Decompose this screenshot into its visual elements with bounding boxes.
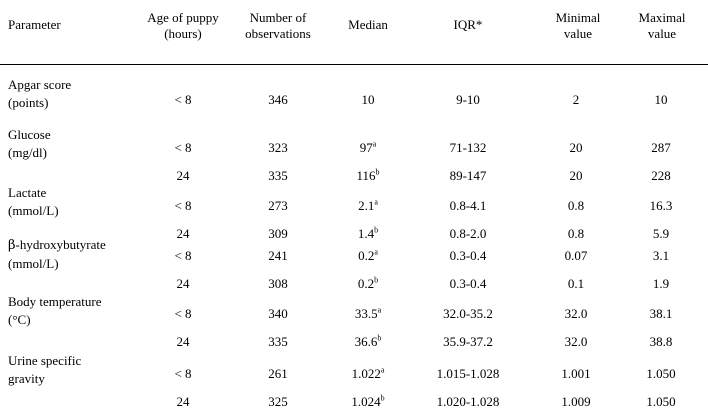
age-cell: < 8 xyxy=(174,248,192,263)
max-value-cell: 10 xyxy=(654,92,668,107)
header-minimal-value: Minimal value xyxy=(555,10,601,41)
significance-superscript: a xyxy=(374,197,378,207)
iqr-cell: 32.0-35.2 xyxy=(443,306,493,321)
min-value-cell: 1.001 xyxy=(561,366,591,381)
significance-superscript: a xyxy=(372,139,377,149)
observations-cell: 308 xyxy=(268,276,288,291)
age-cell: < 8 xyxy=(174,92,192,107)
iqr-cell: 35.9-37.2 xyxy=(443,334,493,349)
max-value-cell: 1.050 xyxy=(646,366,676,381)
parameter-name: Body temperature (°C) xyxy=(8,294,102,327)
min-value-cell: 32.0 xyxy=(564,334,588,349)
observations-cell: 335 xyxy=(268,334,288,349)
age-cell: < 8 xyxy=(174,366,192,381)
median-cell: 10 xyxy=(361,92,375,107)
observations-cell: 346 xyxy=(268,92,288,107)
min-value-cell: 0.07 xyxy=(564,248,588,263)
min-value-cell: 2 xyxy=(572,92,580,107)
min-value-cell: 0.8 xyxy=(567,226,585,241)
min-value-cell: 0.1 xyxy=(567,276,585,291)
age-cell: 24 xyxy=(176,394,190,409)
header-rule xyxy=(0,64,708,65)
min-value-cell: 1.009 xyxy=(561,394,591,409)
median-cell: 1.022$^a$ xyxy=(351,365,385,381)
iqr-cell: 71-132 xyxy=(449,140,487,155)
iqr-cell: 89-147 xyxy=(449,168,487,183)
min-value-cell: 0.8 xyxy=(567,198,585,213)
iqr-cell: 9-10 xyxy=(456,92,480,107)
parameter-name: Urine specific gravity xyxy=(8,353,82,386)
significance-superscript: a xyxy=(377,305,382,315)
age-cell: 24 xyxy=(176,226,190,241)
iqr-cell: 0.3-0.4 xyxy=(449,276,487,291)
header-parameter: Parameter xyxy=(8,17,61,32)
age-cell: < 8 xyxy=(174,306,192,321)
age-cell: 24 xyxy=(176,168,190,183)
max-value-cell: 1.9 xyxy=(652,276,670,291)
observations-cell: 261 xyxy=(268,366,288,381)
max-value-cell: 1.050 xyxy=(646,394,676,409)
age-cell: 24 xyxy=(176,334,190,349)
iqr-cell: 0.8-4.1 xyxy=(449,198,487,213)
header-age: Age of puppy (hours) xyxy=(147,10,219,41)
parameter-name: Apgar score (points) xyxy=(8,77,72,110)
significance-superscript: b xyxy=(374,225,379,235)
observations-cell: 335 xyxy=(268,168,288,183)
significance-superscript: b xyxy=(374,275,379,285)
iqr-cell: 1.015-1.028 xyxy=(436,366,500,381)
observations-cell: 325 xyxy=(268,394,288,409)
significance-superscript: a xyxy=(380,365,385,375)
age-cell: < 8 xyxy=(174,140,192,155)
median-cell: 0.2$^b$ xyxy=(357,275,379,291)
observations-cell: 241 xyxy=(268,248,288,263)
median-cell: 97$^a$ xyxy=(359,139,377,155)
parameter-name: Lactate (mmol/L) xyxy=(8,185,59,218)
header-median: Median xyxy=(348,17,388,32)
parameter-name: β-hydroxybutyrate (mmol/L) xyxy=(8,237,106,271)
median-cell: 33.5$^a$ xyxy=(354,305,382,321)
max-value-cell: 38.1 xyxy=(649,306,673,321)
age-cell: < 8 xyxy=(174,198,192,213)
median-cell: 1.024$^b$ xyxy=(351,393,385,409)
significance-superscript: b xyxy=(377,333,382,343)
age-cell: 24 xyxy=(176,276,190,291)
max-value-cell: 16.3 xyxy=(649,198,673,213)
min-value-cell: 32.0 xyxy=(564,306,588,321)
significance-superscript: b xyxy=(375,167,380,177)
header-number-of-observations: Number of observations xyxy=(245,10,311,41)
observations-cell: 323 xyxy=(268,140,288,155)
significance-superscript: a xyxy=(374,247,378,257)
parameter-name: Glucose (mg/dl) xyxy=(8,127,51,160)
iqr-cell: 0.3-0.4 xyxy=(449,248,487,263)
median-cell: 0.2$^a$ xyxy=(358,247,378,263)
observations-cell: 340 xyxy=(268,306,288,321)
max-value-cell: 287 xyxy=(651,140,671,155)
min-value-cell: 20 xyxy=(569,168,583,183)
iqr-cell: 0.8-2.0 xyxy=(449,226,487,241)
max-value-cell: 38.8 xyxy=(649,334,673,349)
median-cell: 116$^b$ xyxy=(356,167,380,183)
median-cell: 2.1$^a$ xyxy=(358,197,378,213)
median-cell: 1.4$^b$ xyxy=(357,225,379,241)
max-value-cell: 228 xyxy=(651,168,671,183)
min-value-cell: 20 xyxy=(569,140,583,155)
iqr-cell: 1.020-1.028 xyxy=(436,394,500,409)
header-iqr: IQR* xyxy=(453,17,483,32)
observations-cell: 309 xyxy=(268,226,288,241)
median-cell: 36.6$^b$ xyxy=(354,333,382,349)
significance-superscript: b xyxy=(380,393,385,403)
header-maximal-value: Maximal value xyxy=(638,10,686,41)
observations-cell: 273 xyxy=(268,198,288,213)
max-value-cell: 5.9 xyxy=(652,226,670,241)
max-value-cell: 3.1 xyxy=(652,248,670,263)
